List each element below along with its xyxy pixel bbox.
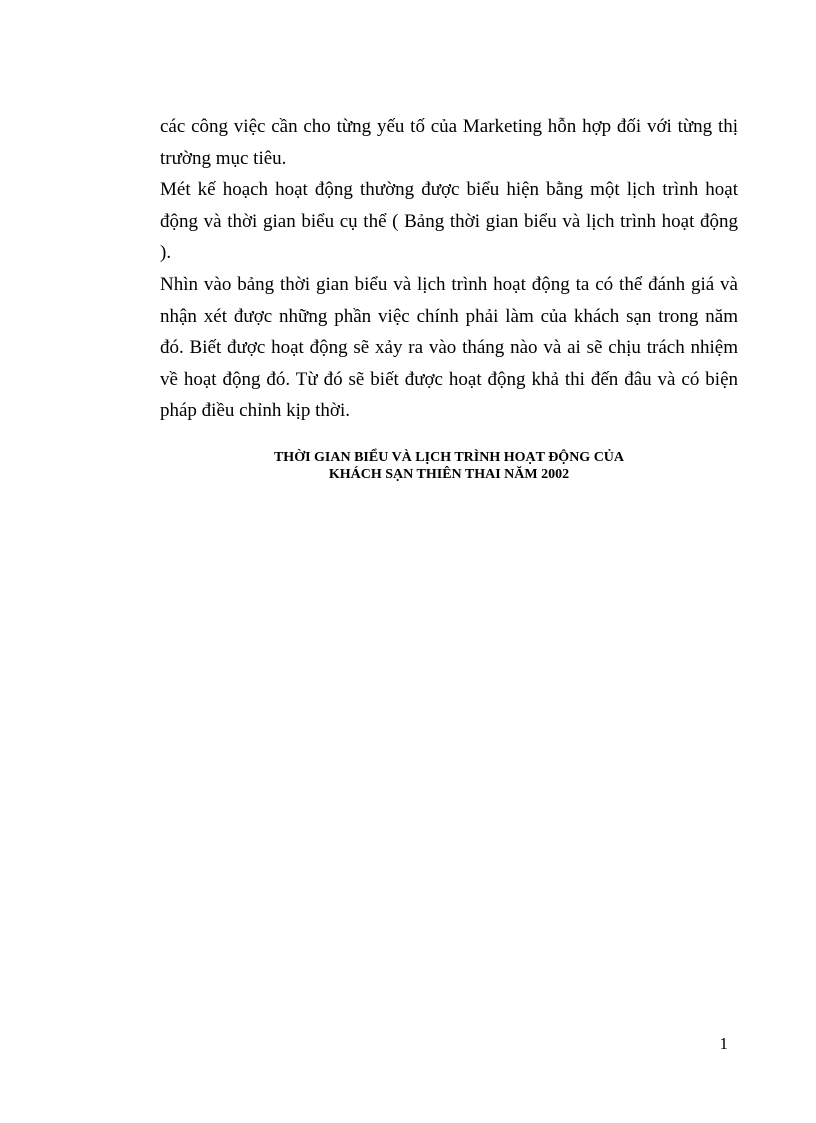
caption-line-1: THỜI GIAN BIỂU VÀ LỊCH TRÌNH HOẠT ĐỘNG CỦA — [273, 450, 625, 465]
paragraph-1-text: các công việc cần cho từng yếu tố của Marketing hỗn hợp đối với từng thị trường mục tiêu. — [160, 116, 738, 169]
table-caption — [160, 449, 738, 483]
paragraph-3-text: Nhìn vào bảng thời gian biểu và lịch trình hoạt động ta có thể đánh giá và nhận xét được những phần việc chính phải làm của khách sạn trong năm đó. Biết được hoạt động sẽ xảy ra vào tháng nào và ai sẽ chịu trách nhiệm về hoạt động đó. Từ đó sẽ biết được hoạt động khả thi đến đâu và có biện pháp điều chỉnh kịp thời. — [160, 273, 738, 422]
paragraph-2-text: Mét kế hoạch hoạt động thường được biểu hiện bằng một lịch trình hoạt động và thời gian biểu cụ thể ( Bảng thời gian biểu và lịch trình hoạt động ). — [160, 179, 738, 264]
caption-line-2: KHÁCH SẠN THIÊN THAI NĂM 2002 — [328, 467, 570, 482]
paragraph-continuation — [160, 111, 738, 174]
paragraph-schedule-evaluation — [160, 269, 738, 427]
paragraph-plan-description — [160, 174, 738, 269]
body-text — [160, 111, 738, 427]
page-number: 1 — [719, 1034, 728, 1053]
